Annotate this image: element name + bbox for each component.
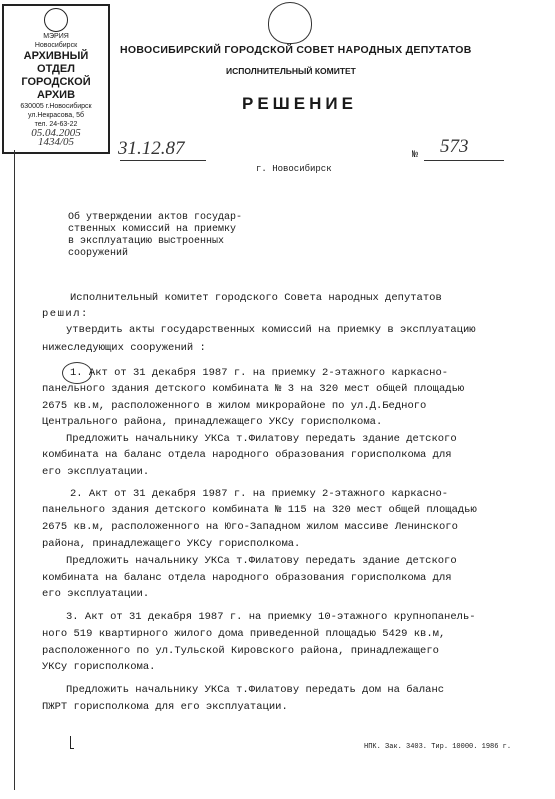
- body-line: 1. Акт от 31 декабря 1987 г. на приемку 2-этажного каркасно-: [70, 367, 449, 379]
- date-line: [120, 160, 206, 161]
- corner-mark: [70, 736, 74, 749]
- body-line: его эксплуатации.: [42, 466, 150, 478]
- subject-line-3: в эксплуатацию выстроенных: [68, 236, 225, 247]
- subject-line-2: ственных комиссий на приемку: [68, 224, 237, 235]
- body-line: Предложить начальнику УКСа т.Филатову передать дом на баланс: [66, 684, 445, 696]
- body-line: решил:: [42, 308, 89, 320]
- committee-name: ИСПОЛНИТЕЛЬНЫЙ КОМИТЕТ: [226, 66, 356, 76]
- print-footer: НПК. Зак. 3403. Тир. 10000. 1986 г.: [364, 743, 512, 751]
- council-name: НОВОСИБИРСКИЙ ГОРОДСКОЙ СОВЕТ НАРОДНЫХ ДЕПУТАТОВ: [120, 44, 472, 56]
- body-line: ного 519 квартирного жилого дома приведенной площадью 5429 кв.м,: [42, 628, 446, 640]
- stamp-line-1: МЭРИЯ: [43, 33, 69, 40]
- archive-stamp: [2, 4, 110, 154]
- body-line: панельного здания детского комбината № 115 на 320 мест общей площадью: [42, 504, 477, 516]
- stamp-line-5: 630005 г.Новосибирск: [20, 103, 92, 110]
- body-line: панельного здания детского комбината № 3 на 320 мест общей площадью: [42, 383, 465, 395]
- body-line: комбината на баланс отдела народного образования горисполкома для: [42, 572, 452, 584]
- stamp-number: 1434/05: [37, 136, 75, 148]
- subject-line-1: Об утверждении актов государ-: [68, 212, 243, 223]
- body-line: ПЖРТ горисполкома для его эксплуатации.: [42, 701, 288, 713]
- city: г. Новосибирск: [256, 164, 332, 174]
- body-line: района, принадлежащего УКСу горисполкома.: [42, 538, 301, 550]
- number-prefix: №: [412, 150, 419, 161]
- body-line: 2675 кв.м, расположенного на Юго-Западном жилом массиве Ленинского: [42, 521, 458, 533]
- body-line: Центрального района, принадлежащего УКСу горисполкома.: [42, 416, 383, 428]
- body-line: 2675 кв.м, расположенного в жилом микрорайоне по ул.Д.Бедного: [42, 400, 427, 412]
- decision-date: 31.12.87: [118, 138, 185, 159]
- stamp-line-6: ул.Некрасова, 5б: [28, 112, 84, 119]
- stamp-line-4: ГОРОДСКОЙ АРХИВ: [21, 76, 91, 101]
- body-line: нижеследующих сооружений :: [42, 342, 206, 354]
- body-line: Исполнительный комитет городского Совета народных депутатов: [70, 292, 442, 304]
- document-title: РЕШЕНИЕ: [242, 94, 357, 113]
- body-line: его эксплуатации.: [42, 588, 150, 600]
- coat-of-arms-icon: [268, 2, 312, 44]
- decision-number: 573: [440, 136, 469, 157]
- body-line: Предложить начальнику УКСа т.Филатову передать здание детского: [66, 555, 457, 567]
- body-line: Предложить начальнику УКСа т.Филатову передать здание детского: [66, 433, 457, 445]
- stamp-line-7: тел. 24-63-22: [34, 121, 78, 128]
- stamp-date: 05.04.2005: [31, 127, 81, 139]
- body-line: УКСу горисполкома.: [42, 661, 156, 673]
- stamp-line-3: АРХИВНЫЙ ОТДЕЛ: [23, 50, 89, 75]
- body-line: 2. Акт от 31 декабря 1987 г. на приемку 2-этажного каркасно-: [70, 488, 449, 500]
- number-line: [424, 160, 504, 161]
- body-line: комбината на баланс отдела народного образования горисполкома для: [42, 449, 452, 461]
- body-line: расположенного по ул.Тульской Кировского района, принадлежащего: [42, 645, 439, 657]
- stamp-line-2: Новосибирск: [34, 42, 78, 49]
- margin-line: [14, 150, 15, 790]
- body-line: 3. Акт от 31 декабря 1987 г. на приемку 10-этажного крупнопанель-: [66, 611, 476, 623]
- crest-icon: [44, 8, 68, 32]
- subject-line-4: сооружений: [68, 248, 129, 259]
- subject-block: [68, 212, 242, 260]
- body-line: утвердить акты государственных комиссий на приемку в эксплуатацию: [66, 324, 476, 336]
